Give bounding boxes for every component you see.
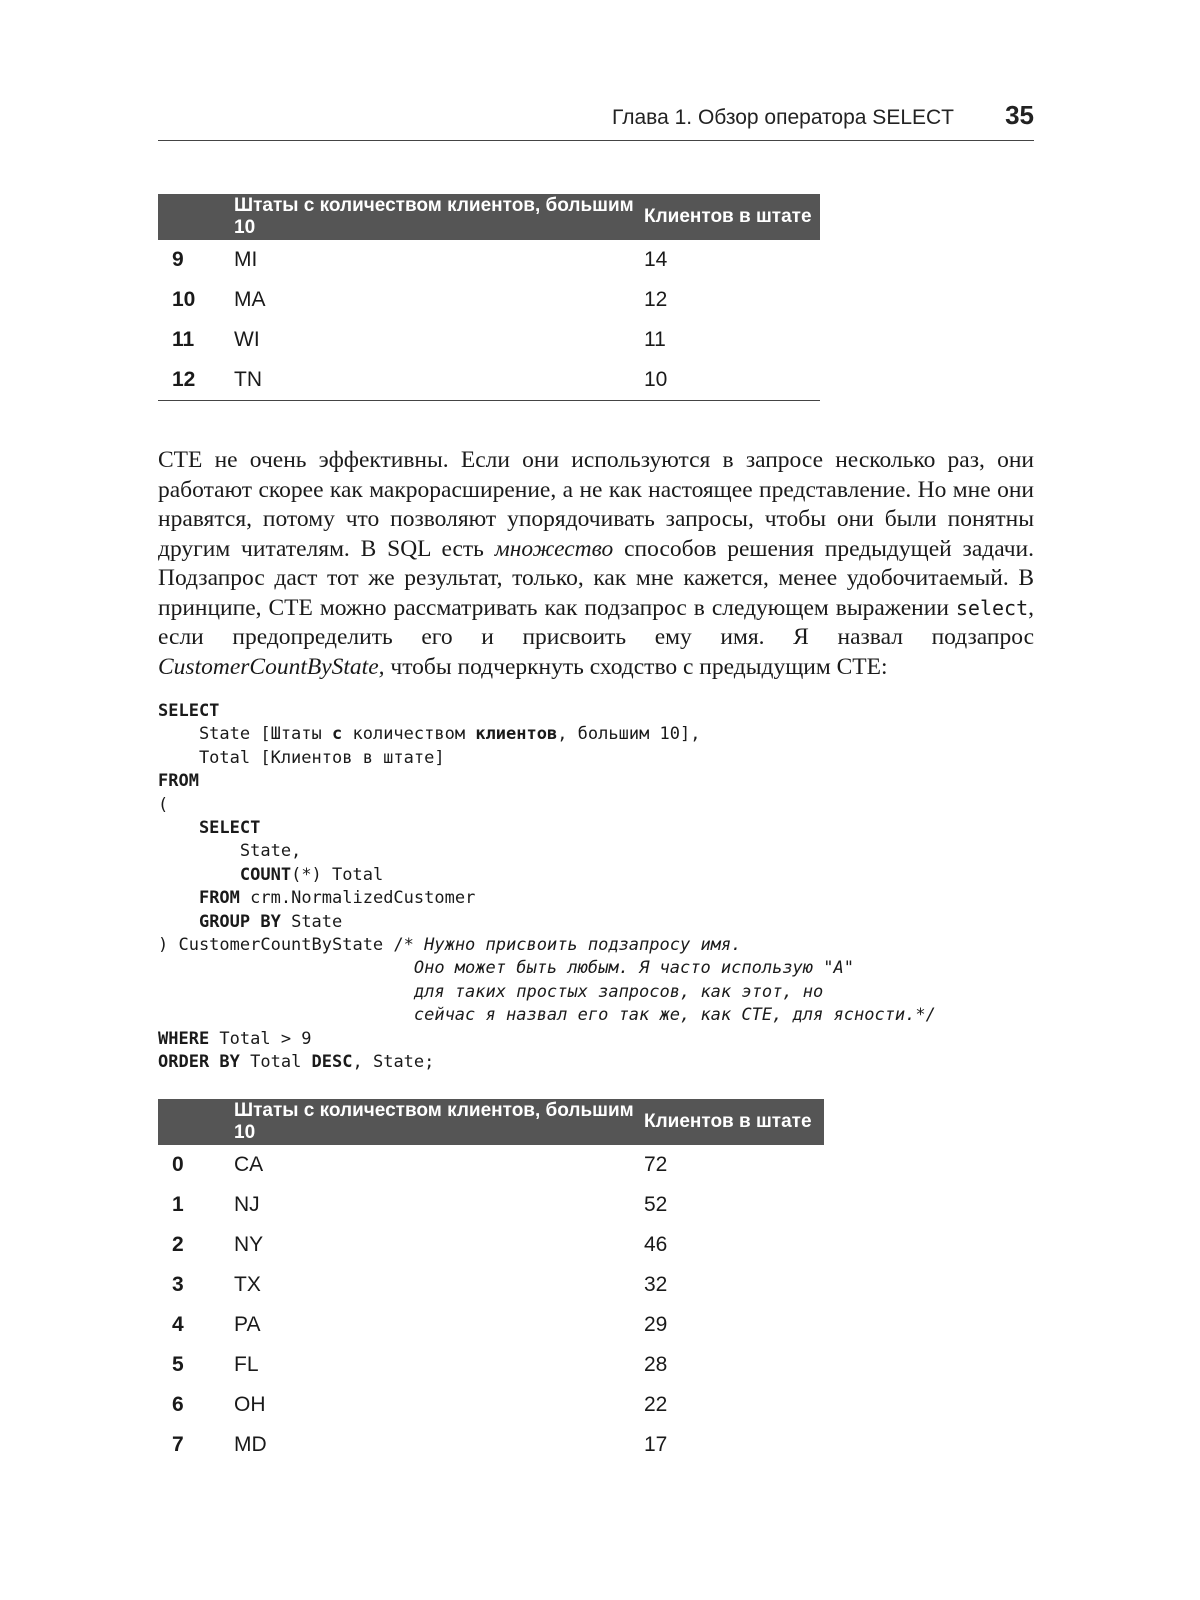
count-cell: 12	[644, 288, 668, 311]
body-paragraph	[158, 446, 1034, 682]
result-table-bottom	[158, 1099, 824, 1465]
count-cell: 11	[644, 328, 666, 351]
count-cell: 14	[644, 248, 668, 271]
state-cell: NY	[234, 1233, 264, 1256]
row-index: 2	[172, 1233, 184, 1256]
table-row	[158, 240, 820, 280]
code-text: Total [Клиентов в штате]	[158, 747, 445, 768]
table-row	[158, 1385, 824, 1425]
code-keyword: WHERE	[158, 1028, 210, 1049]
paragraph-text: CTE не очень эффективны. Если они используются в запросе несколько раз, они работают скорее как макрорасширение, а не как настоящее представление. Но мне они нравятся, потому что позволяют упорядочивать запросы, чтобы они были понятны другим читателям. В SQL есть	[158, 447, 1034, 562]
paragraph-text: чтобы подчеркнуть сходство с предыдущим CTE:	[384, 653, 888, 680]
code-keyword: FROM	[158, 771, 199, 792]
code-keyword: клиентов	[475, 724, 558, 745]
table-row	[158, 1305, 824, 1345]
count-cell: 10	[644, 360, 820, 401]
table-row	[158, 1345, 824, 1385]
count-cell: 52	[644, 1193, 668, 1216]
row-index: 6	[172, 1393, 184, 1416]
index-column-header	[158, 194, 234, 240]
code-text: количеством	[342, 724, 476, 745]
row-index: 10	[172, 288, 196, 311]
row-index: 0	[172, 1153, 184, 1176]
count-cell: 32	[644, 1273, 668, 1296]
row-index: 11	[172, 328, 195, 351]
code-indent	[158, 912, 199, 932]
page-number: 35	[1005, 100, 1034, 130]
count-cell: 28	[644, 1353, 668, 1376]
column-header-customers: Клиентов в штате	[644, 194, 820, 240]
column-header-states: Штаты с количеством клиентов, большим 10	[234, 194, 644, 240]
state-cell: MD	[234, 1433, 267, 1456]
code-text: , большим 10],	[557, 724, 701, 745]
table-row	[158, 1145, 824, 1185]
code-keyword: SELECT	[158, 701, 220, 721]
state-cell: MA	[234, 288, 266, 311]
row-index: 7	[172, 1433, 184, 1456]
code-comment: для таких простых запросов, как этот, но	[158, 981, 824, 1002]
code-comment: Нужно присвоить подзапросу имя.	[424, 935, 742, 956]
code-keyword: COUNT	[239, 864, 292, 885]
code-keyword: SELECT	[158, 818, 261, 839]
code-text: (	[158, 794, 169, 815]
row-index: 5	[172, 1353, 184, 1376]
state-cell: TN	[234, 360, 644, 401]
paragraph-emphasis: CustomerCountByState,	[158, 653, 385, 680]
code-comment: Оно может быть любым. Я часто использую "A"	[158, 958, 854, 979]
code-indent	[158, 865, 240, 885]
table-header-row	[158, 194, 820, 240]
chapter-title: Глава 1. Обзор оператора SELECT	[612, 106, 954, 129]
code-keyword: GROUP BY	[198, 911, 281, 932]
table-row	[158, 1425, 824, 1465]
code-text: Total	[239, 1052, 312, 1073]
state-cell: MI	[234, 248, 258, 271]
code-text: State [Штаты	[158, 724, 332, 745]
sql-code-listing	[158, 700, 936, 1075]
paragraph-text: , если предопределить его и присвоить ему имя. Я назвал подзапрос	[158, 594, 1034, 650]
count-cell: 72	[644, 1153, 668, 1176]
running-header	[158, 100, 1034, 141]
state-cell: OH	[234, 1393, 266, 1416]
table-row	[158, 320, 820, 360]
state-cell: WI	[234, 328, 260, 351]
row-index: 9	[172, 248, 184, 271]
code-text: State	[280, 911, 343, 932]
code-comment: сейчас я назвал его так же, как CTE, для ясности.*/	[158, 1005, 936, 1026]
paragraph-emphasis: множество	[494, 535, 614, 562]
state-cell: CA	[234, 1153, 264, 1176]
code-text: , State;	[352, 1052, 435, 1073]
row-index: 12	[158, 360, 234, 401]
column-header-customers: Клиентов в штате	[644, 1099, 824, 1145]
row-index: 3	[172, 1273, 184, 1296]
state-cell: FL	[234, 1353, 259, 1376]
state-cell: TX	[234, 1273, 261, 1296]
state-cell: NJ	[234, 1193, 260, 1216]
count-cell: 46	[644, 1233, 668, 1256]
code-text: (*) Total	[291, 864, 384, 885]
table-row	[158, 360, 820, 401]
row-index: 1	[172, 1193, 184, 1216]
code-text: Total > 9	[209, 1028, 312, 1049]
table-header-row	[158, 1099, 824, 1145]
table-row	[158, 1185, 824, 1225]
paragraph-text: способов решения предыдущей задачи. Подзапрос даст тот же результат, только, как мне кажется, менее удобочитаемый. В принципе, CTE можно рассматривать как подзапрос в следующем выражении	[158, 535, 1034, 621]
index-column-header	[158, 1099, 234, 1145]
column-header-states: Штаты с количеством клиентов, большим 10	[234, 1099, 644, 1145]
code-text: ) CustomerCountByState /*	[158, 935, 425, 956]
code-keyword: DESC	[311, 1052, 353, 1073]
code-text: crm.NormalizedCustomer	[239, 888, 476, 909]
inline-code: select	[955, 595, 1029, 620]
code-keyword: ORDER BY	[158, 1052, 240, 1073]
table-row	[158, 1225, 824, 1265]
table-row	[158, 1265, 824, 1305]
row-index: 4	[172, 1313, 184, 1336]
code-indent	[158, 888, 199, 908]
code-keyword: FROM	[198, 888, 240, 909]
result-table-top	[158, 194, 820, 401]
code-text: State,	[158, 841, 302, 862]
count-cell: 22	[644, 1393, 668, 1416]
code-keyword: с	[332, 724, 343, 745]
table-row	[158, 280, 820, 320]
count-cell: 17	[644, 1433, 668, 1456]
state-cell: PA	[234, 1313, 261, 1336]
count-cell: 29	[644, 1313, 668, 1336]
